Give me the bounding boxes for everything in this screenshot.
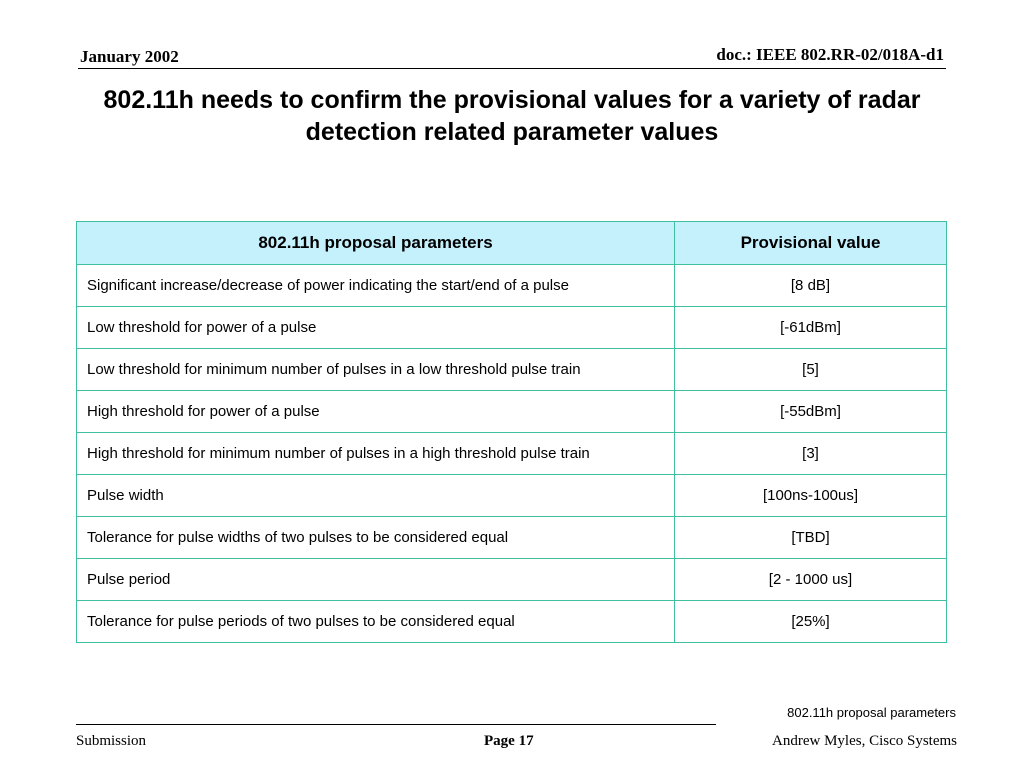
table-row [77,559,947,601]
table-row [77,391,947,433]
parameter-cell: Low threshold for power of a pulse [77,307,675,349]
value-cell: [TBD] [675,517,947,559]
column-header-parameters: 802.11h proposal parameters [77,222,675,265]
parameter-cell: High threshold for minimum number of pulses in a high threshold pulse train [77,433,675,475]
value-cell: [-55dBm] [675,391,947,433]
footer-page-number: Page 17 [484,733,534,749]
value-cell: [25%] [675,601,947,643]
parameter-cell: High threshold for power of a pulse [77,391,675,433]
footer-divider [76,724,716,725]
parameter-cell: Tolerance for pulse periods of two pulses to be considered equal [77,601,675,643]
table-row [77,349,947,391]
header-doc-id: doc.: IEEE 802.RR-02/018A-d1 [716,45,944,64]
header-divider [78,68,946,69]
parameters-table [76,221,947,643]
footer-author: Andrew Myles, Cisco Systems [772,733,957,749]
parameter-cell: Pulse width [77,475,675,517]
parameter-cell: Low threshold for minimum number of pulses in a low threshold pulse train [77,349,675,391]
value-cell: [3] [675,433,947,475]
column-header-provisional-value: Provisional value [675,222,947,265]
value-cell: [100ns-100us] [675,475,947,517]
table-row [77,601,947,643]
parameter-cell: Significant increase/decrease of power indicating the start/end of a pulse [77,265,675,307]
table-header-row [77,222,947,265]
header-date: January 2002 [80,47,179,66]
footer-submission: Submission [76,733,147,749]
table-row [77,475,947,517]
table-row [77,307,947,349]
table-row [77,265,947,307]
value-cell: [2 - 1000 us] [675,559,947,601]
slide-title: 802.11h needs to confirm the provisional values for a variety of radar detection related parameter values [103,86,921,146]
value-cell: [8 dB] [675,265,947,307]
parameter-cell: Pulse period [77,559,675,601]
table-row [77,517,947,559]
parameter-cell: Tolerance for pulse widths of two pulses to be considered equal [77,517,675,559]
table-caption: 802.11h proposal parameters [787,705,956,720]
value-cell: [5] [675,349,947,391]
value-cell: [-61dBm] [675,307,947,349]
table-row [77,433,947,475]
